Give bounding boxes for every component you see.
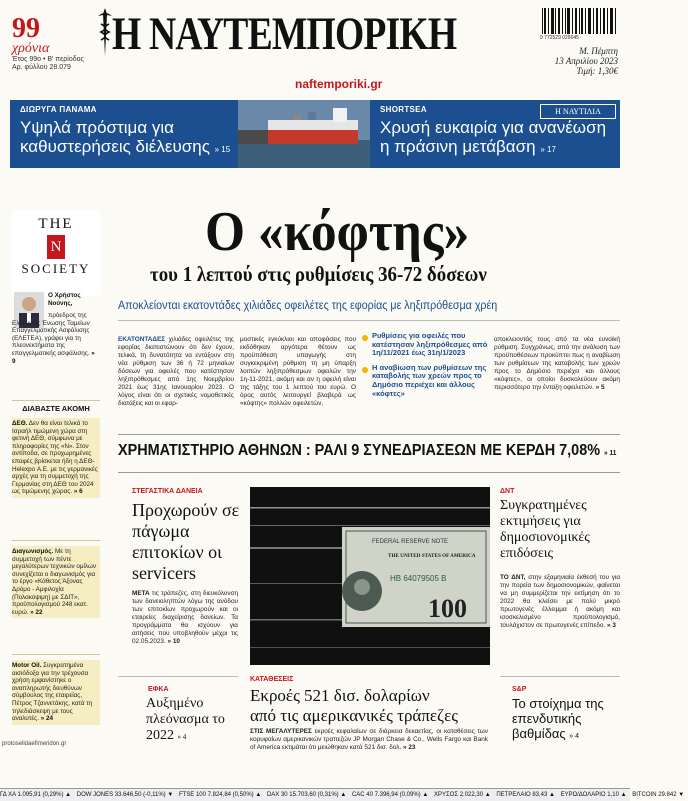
barcode-icon	[540, 8, 618, 34]
date-block	[520, 46, 618, 76]
deth-title: ΔΕΘ.	[12, 420, 28, 427]
market-ticker	[0, 788, 685, 801]
shortsea-label: SHORTSEA	[380, 105, 427, 114]
website-url[interactable]: naftemporiki.gr	[295, 77, 383, 91]
society-the: THE	[38, 216, 74, 232]
deposits-page: » 23	[403, 744, 416, 751]
issue-price: Τιμή: 1,30€	[576, 66, 618, 76]
deposits-text: εκροές κεφαλαίων σε διάρκεια δεκαετίας, οι καταθέσεις των κορυφαίων αμερικανικών τραπεζών JP Morgan Chase & Co., Wells Fargo και Bank of America εκτιμάται ότι μειώθηκαν κατά 521 δισ. δολ.	[250, 728, 488, 751]
imf-body	[500, 574, 620, 630]
shortsea-headline-line2: η πράσινη μετάβαση	[380, 137, 536, 156]
banknote-value: 100	[428, 594, 467, 623]
issue-number: Αρ. φύλλου 28.079	[12, 64, 71, 71]
tender-text: Με τη συμμετοχή των πέντε μεγαλύτερων τεχνικών ομίλων συνεχίζεται ο διαγωνισμός για το έργο «Κάθετος Άξονας Δρόμο - Αμφιλοχία (Πολακοψιμη) με ΣΔΙΤ», προϋπολογισμού 248 εκατ. ευρώ.	[12, 548, 97, 616]
ticker-bitcoin: BITCOIN 29.842 ▼	[632, 792, 685, 798]
main-bullet-2: Η αναβίωση των ρυθμίσεων της καταβολής των χρεών προς το Δημόσιο περιέχει και άλλους «κόφτες»	[362, 364, 488, 398]
society-word: SOCIETY	[21, 261, 91, 276]
main-body-col4	[494, 336, 620, 392]
main-body-col1	[118, 336, 234, 408]
anniversary-badge	[12, 13, 72, 56]
columnist-name	[48, 292, 100, 307]
main-headline[interactable]: Ο «κόφτης»	[205, 201, 470, 263]
imf-lead: ΤΟ ΔΝΤ,	[500, 574, 526, 581]
loans-body	[132, 590, 238, 646]
efka-headline[interactable]	[146, 696, 238, 745]
motoroil-page: » 24	[40, 715, 53, 723]
newspaper-title: Η ΝΑΥΤΕΜΠΟΡΙΚΗ	[112, 8, 457, 60]
motoroil-title: Motor Oil.	[12, 662, 42, 669]
shortsea-headline	[380, 118, 606, 159]
main-body-col2: μοστικές εγκύκλιοι και αποφάσεις που εκδόθηκαν αργότερα θέτουν ως προϋπόθεση υπαγωγής στη συγκεκριμένη ρύθμιση τη μη ύπαρξη λοιπών ληξιπρόθεσμων οφειλών την 1η-11-2021, ακόμη και αν η οφειλή είναι της τάξης του 1 λεπτού του ευρώ. Ο όρος αυτός λειτουργεί βλαβερά ως «κόφτης» πολλών οφειλετών,	[240, 336, 356, 407]
read-more-heading: ΔΙΑΒΑΣΤΕ ΑΚΟΜΗ	[22, 404, 90, 413]
main-deck: Αποκλείονται εκατοντάδες χιλιάδες οφειλέτες της εφορίας με ληξιπρόθεσμα χρέη	[118, 300, 498, 312]
panama-page: » 15	[214, 145, 231, 154]
deth-text: Δεν θα είναι τελικά το Ισραήλ τιμώμενη χώρα στη φετινή ΔΕΘ, σύμφωνα με πληροφορίες της «Ν». Στον αντίποδα, σε προχωρημένες επαφές βρίσκεται ήδη η ΔΕΘ-Helexpo Α.Ε. με τις γερμανικές αρχές για τη συμμετοχή της Γερμανίας στη ΔΕΘ του 2024 ως τιμώμενης χώρας.	[12, 420, 98, 496]
main-subheadline: του 1 λεπτού στις ρυθμίσεις 36-72 δόσεων	[150, 262, 487, 286]
ticker-gd: ΓΔ ΧΑ 1.095,91 (0,29%) ▲	[0, 792, 72, 798]
sp-page: » 4	[569, 733, 579, 740]
efka-title: Αυξημένο πλεόνασμα το 2022	[146, 696, 225, 743]
issue-day: Μ. Πέμπτη	[579, 46, 618, 56]
source-credit: protoselidaefimeridon.gr	[2, 741, 67, 747]
loans-text: τις τράπεζες, στη διευκόλυνση των δανειοληπτών λόγω της ανόδου των επιτοκίων προχωρούν και οι εταιρείες διαχείρισης δανείων. Τα προγράμματα θα ισχύουν για αιτήσεις που υποβληθούν μέχρι τις 02.05.2023.	[132, 590, 239, 645]
nautilia-badge: Η ΝΑΥΤΙΛΙΑ	[540, 104, 616, 119]
stock-text: ΧΡΗΜΑΤΙΣΤΗΡΙΟ ΑΘΗΝΩΝ : ΡΑΛΙ 9 ΣΥΝΕΔΡΙΑΣΕΩΝ ΜΕ ΚΕΡΔΗ 7,08%	[118, 442, 601, 459]
main-col4-text: αποκλειοντάς τους από τα νέα ευνοϊκή ρύθμιση. Συγχρόνως, από την ανάλυση των προϋποθέσεων προκύπτει πως η αναβίωση των ρυθμίσεων της καταβολής των χρεών προς το Δημόσιο περιέχει και άλλους «κόφτες», οι οποίοι δυσκολεύουν ακόμη περισσότερο την ένταξη οφειλετών.	[494, 336, 620, 391]
imf-page: » 3	[607, 622, 616, 629]
ticker-gold: ΧΡΥΣΟΣ 2.022,30 ▲	[433, 792, 491, 798]
anniversary-years: 99	[12, 13, 40, 44]
panama-headline-line2: καθυστερήσεις διέλευσης	[20, 137, 210, 156]
deposits-body	[250, 728, 488, 752]
loans-lead: ΜΕΤΑ	[132, 590, 150, 597]
deposits-tag: ΚΑΤΑΘΕΣΕΙΣ	[250, 676, 294, 683]
imf-text: στην εξαμηνιαία έκθεσή του για την πορεία των δημοσιονομικών, φαίνεται να μη συμμερίζεται την εκτίμηση ότι το 2022 θα κλείσει με πολύ μικρό πρωτογενές έλλειμμα ή ακόμη και ισοσκελισμένο προϋπολογισμό, τουλάχιστον σε πρωτογενές επίπεδο.	[500, 574, 621, 629]
ticker-cac: CAC 40 7.396,94 (0,09%) ▲	[351, 792, 429, 798]
efka-page: » 4	[177, 733, 187, 741]
barcode-number: 9 772529 029045	[540, 35, 579, 41]
banknote-serial: HB 64079505 B	[390, 574, 447, 583]
deposits-headline[interactable]	[250, 686, 500, 726]
main-lead-word: ΕΚΑΤΟΝΤΑΔΕΣ	[118, 336, 166, 343]
anniversary-label: χρόνια	[12, 41, 50, 56]
deposits-title-line2: από τις αμερικανικές τράπεζες	[250, 706, 458, 725]
imf-tag: ΔΝΤ	[500, 488, 515, 495]
motoroil-text: Συγκρατημένα αισιόδοξα για την τρέχουσα χρήση εμφανίστηκε ο αναπληρωτής διευθύνων σύμβουλος της εταιρείας, Πέτρος Τζαννετάκης, κατά τη τηλεδιάσκεψη με τους αναλυτές.	[12, 662, 93, 723]
loans-page: » 10	[167, 638, 180, 645]
panama-headline-line1: Υψηλά πρόστιμα για	[20, 118, 174, 137]
main-col1-text: χιλιάδες οφειλέτες της εφορίας διαπιστώνουν ότι δεν έχουν, τελικά, τη δυνατότητα να εντάξουν στη νέα ρύθμιση των 36 ή 72 μηνιαίων δόσεων για οφειλές που κατέστησαν ληξιπρόθεσμες από 1ης Νοεμβρίου 2021 έως 31ης Ιανουαρίου 2023. Ο λόγος είναι ότι οι σχετικές νομοθετικές διατάξεις και οι εφαρ-	[118, 336, 234, 407]
ticker-ftse: FTSE 100 7.824,84 (0,50%) ▲	[178, 792, 262, 798]
stock-page: » 11	[604, 450, 617, 457]
panama-label: ΔΙΩΡΥΓΑ ΠΑΝΑΜΑ	[20, 105, 97, 114]
read-more-item-motoroil[interactable]	[12, 660, 100, 725]
banknote-country: THE UNITED STATES OF AMERICA	[388, 553, 476, 559]
main-page: » 5	[595, 384, 605, 391]
tender-title: Διαγωνισμός.	[12, 548, 54, 555]
dollar-banknote-photo	[250, 487, 490, 665]
banknote-label: FEDERAL RESERVE NOTE	[372, 539, 449, 545]
sp-headline[interactable]	[512, 696, 620, 744]
main-bullets	[362, 332, 488, 420]
main-bullet-1: Ρυθμίσεις για οφειλές που κατέστησαν ληξιπρόθεσμες από 1η/11/2021 έως 31η/1/2023	[362, 332, 488, 358]
shortsea-headline-line1: Χρυσή ευκαιρία για ανανέωση	[380, 118, 607, 137]
sp-tag: S&P	[512, 686, 527, 693]
sp-title: Το στοίχημα της επενδυτικής βαθμίδας	[512, 696, 604, 741]
ticker-dax: DAX 30 15.703,60 (0,31%) ▲	[266, 792, 347, 798]
deth-page: » 6	[73, 488, 83, 496]
issue-date: 13 Απριλίου 2023	[554, 56, 618, 66]
shortsea-page: » 17	[540, 145, 556, 154]
tender-page: » 22	[30, 608, 43, 616]
society-lead: πρόεδρος της Ελληνικής Ένωσης Ταμείων Επαγγελματικής Ασφάλισης (ΕΛΕΤΕΑ), γράφει για τη πλεονεκτήματα της επαγγελματικής ασφάλισης.	[12, 312, 90, 357]
society-teaser[interactable]	[12, 312, 100, 365]
deposits-lead: ΣΤΙΣ ΜΕΓΑΛΥΤΕΡΕΣ	[250, 728, 312, 735]
ship-photo	[238, 100, 370, 168]
loans-headline[interactable]: Προχωρούν σε πάγωμα επιτοκίων οι servicers	[132, 500, 240, 583]
columnist-name-text: Ο Χρήστος Νούνης,	[48, 292, 81, 307]
efka-tag: ΕΦΚΑ	[148, 686, 169, 693]
society-page: » 9	[12, 349, 95, 365]
read-more-item-tender[interactable]	[12, 546, 100, 618]
society-n: N	[47, 235, 65, 259]
issue-year: Έτος 99ο • Β' περίοδος	[12, 56, 84, 63]
imf-headline[interactable]: Συγκρατημένες εκτιμήσεις για δημοσιονομικές επιδόσεις	[500, 498, 590, 561]
ticker-eurusd: ΕΥΡΩ/ΔΟΛΑΡΙΟ 1,10 ▲	[560, 792, 627, 798]
panama-headline	[20, 118, 230, 159]
stock-banner[interactable]	[118, 442, 616, 460]
ticker-dow: DOW JONES 33.646,50 (-0,11%) ▼	[76, 792, 174, 798]
ticker-oil: ΠΕΤΡΕΛΑΙΟ 83,43 ▲	[496, 792, 555, 798]
deposits-title-line1: Εκροές 521 δισ. δολαρίων	[250, 686, 430, 705]
society-logo	[12, 210, 100, 296]
issue-info	[12, 56, 92, 72]
loans-tag: ΣΤΕΓΑΣΤΙΚΑ ΔΑΝΕΙΑ	[132, 488, 203, 495]
read-more-item-deth[interactable]	[12, 418, 100, 498]
